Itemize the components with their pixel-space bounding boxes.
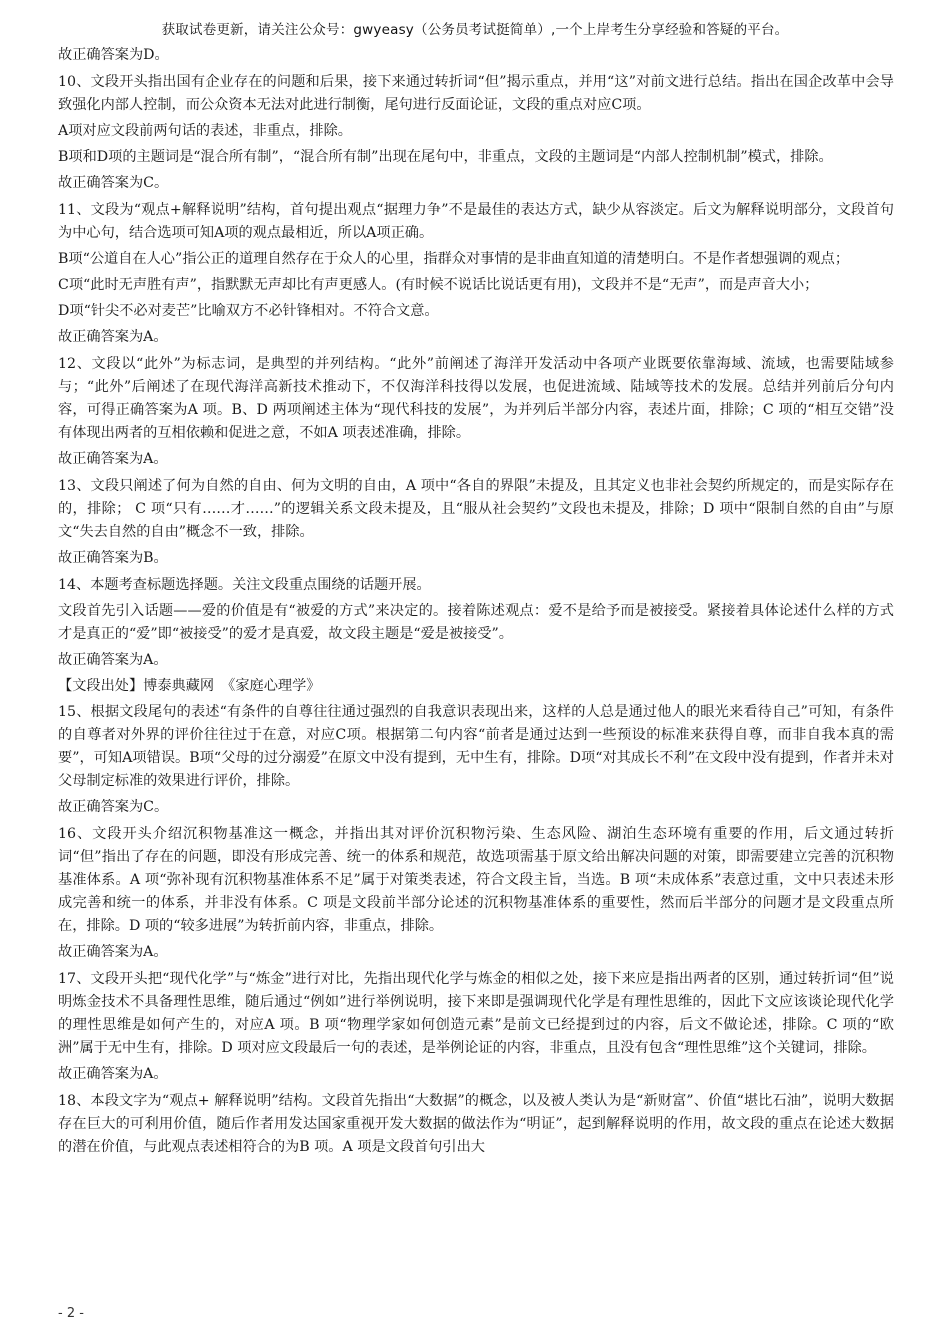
paragraph: D项“针尖不必对麦芒”比喻双方不必针锋相对。不符合文意。 [58,303,439,319]
paragraph: 故正确答案为A。 [58,329,168,345]
paragraph: 故正确答案为A。 [58,944,168,960]
paragraph: 16、文段开头介绍沉积物基准这一概念，并指出其对评价沉积物污染、生态风险、湖泊生态环境有重要的作用，后文通过转折词“但”指出了存在的问题，即没有形成完善、统一的体系和规范，故选项需基于原文给出解决问题的对策，即需要建立完善的沉积物基准体系。A 项“弥补现有沉积物基准体系不足”属于对策类表述，符合文段主旨，当选。B 项“未成体系”表意过重，文中只表述未形成完善和统一的体系，并非没有体系。C 项是文段前半部分论述的沉积物基准体系的重要性，然而后半部分的问题才是文段重点所在，排除。D 项的“较多进展”为转折前内容，非重点，排除。 [58,826,894,934]
paragraph: 故正确答案为B。 [58,550,168,566]
paragraph: A项对应文段前两句话的表述，非重点，排除。 [58,123,352,139]
paragraph: 11、文段为“观点+解释说明”结构，首句提出观点“据理力争”不是最佳的表达方式，缺少从容淡定。后文为解释说明部分，文段首句为中心句，结合选项可知A项的观点最相近，所以A项正确。 [58,202,894,241]
paragraph: 10、文段开头指出国有企业存在的问题和后果，接下来通过转折词“但”揭示重点，并用“这”对前文进行总结。指出在国企改革中会导致强化内部人控制，而公众资本无法对此进行制衡，尾句进行反面论证，文段的重点对应C项。 [58,74,894,113]
paragraph: 文段首先引入话题——爱的价值是有“被爱的方式”来决定的。接着陈述观点：爱不是给予而是被接受。紧接着具体论述什么样的方式才是真正的“爱”即“被接受”的爱才是真爱，故文段主题是“爱是被接受”。 [58,603,894,642]
paragraph: B项和D项的主题词是“混合所有制”，“混合所有制”出现在尾句中，非重点，文段的主题词是“内部人控制机制”模式，排除。 [58,149,833,165]
paragraph: 14、本题考查标题选择题。关注文段重点围绕的话题开展。 [58,577,431,593]
paragraph: 18、本段文字为“观点+ 解释说明”结构。文段首先指出“大数据”的概念，以及被人类认为是“新财富”、价值“堪比石油”，说明大数据存在巨大的可利用价值，随后作者用发达国家重视开发大数据的做法作为“明证”，起到解释说明的作用，故文段的重点在论述大数据的潜在价值，与此观点表述相符合的为B 项。A 项是文段首句引出大 [58,1093,894,1155]
paragraph: 15、根据文段尾句的表述“有条件的自尊往往通过强烈的自我意识表现出来，这样的人总是通过他人的眼光来看待自己”可知，有条件的自尊者对外界的评价往往过于在意，对应C项。根据第二句内容“前者是通过达到一些预设的标准来获得自尊，而非自我本真的需要”，可知A项错误。B项“父母的过分溺爱”在原文中没有提到，无中生有，排除。D项“对其成长不利”在文段中没有提到，作者并未对父母制定标准的效果进行评价，排除。 [58,704,894,789]
paragraph: 12、文段以“此外”为标志词，是典型的并列结构。“此外”前阐述了海洋开发活动中各项产业既要依靠海域、流域，也需要陆域参与；“此外”后阐述了在现代海洋高新技术推动下，不仅海洋科技得以发展，也促进流域、陆域等技术的发展。总结并列前后分句内容，可得正确答案为A 项。B、D 两项阐述主体为“现代科技的发展”，为并列后半部分内容，表述片面，排除；C 项的“相互交错”没有体现出两者的互相依赖和促进之意，不如A 项表述准确，排除。 [58,356,894,441]
page-number: - 2 - [58,1306,84,1321]
source-citation: 【文段出处】博泰典藏网 《家庭心理学》 [58,678,321,694]
paragraph: 故正确答案为C。 [58,175,169,191]
answer-explanations [58,44,894,1162]
paragraph: 13、文段只阐述了何为自然的自由、何为文明的自由，A 项中“各自的界限”未提及，且其定义也非社会契约所规定的，而是实际存在的，排除； C 项“只有……才……”的逻辑关系文段未提及，且“服从社会契约”文段也未提及，排除；D 项中“限制自然的自由”与原文“失去自然的自由”概念不一致，排除。 [58,478,894,540]
paragraph: C项“此时无声胜有声”，指默默无声却比有声更感人。(有时候不说话比说话更有用)，文段并不是“无声”，而是声音大小； [58,277,819,293]
paragraph: 故正确答案为A。 [58,652,168,668]
paragraph: 故正确答案为D。 [58,47,169,63]
paragraph: 故正确答案为C。 [58,799,169,815]
page-header: 获取试卷更新，请关注公众号：gwyeasy（公务员考试挺简单）,一个上岸考生分享经验和答疑的平台。 [161,22,789,38]
paragraph: B项“公道自在人心”指公正的道理自然存在于众人的心里，指群众对事情的是非曲直知道的清楚明白。不是作者想强调的观点； [58,251,850,267]
paragraph: 故正确答案为A。 [58,1066,168,1082]
paragraph: 故正确答案为A。 [58,451,168,467]
paragraph: 17、文段开头把“现代化学”与“炼金”进行对比，先指出现代化学与炼金的相似之处，接下来应是指出两者的区别，通过转折词“但”说明炼金技术不具备理性思维，随后通过“例如”进行举例说明，接下来即是强调现代化学是有理性思维的，因此下文应该谈论现代化学的理性思维是如何产生的，对应A 项。B 项“物理学家如何创造元素”是前文已经提到过的内容，后文不做论述，排除。C 项的“欧洲”属于无中生有，排除。D 项对应文段最后一句的表述，是举例论证的内容，非重点，且没有包含“理性思维”这个关键词，排除。 [58,971,894,1056]
